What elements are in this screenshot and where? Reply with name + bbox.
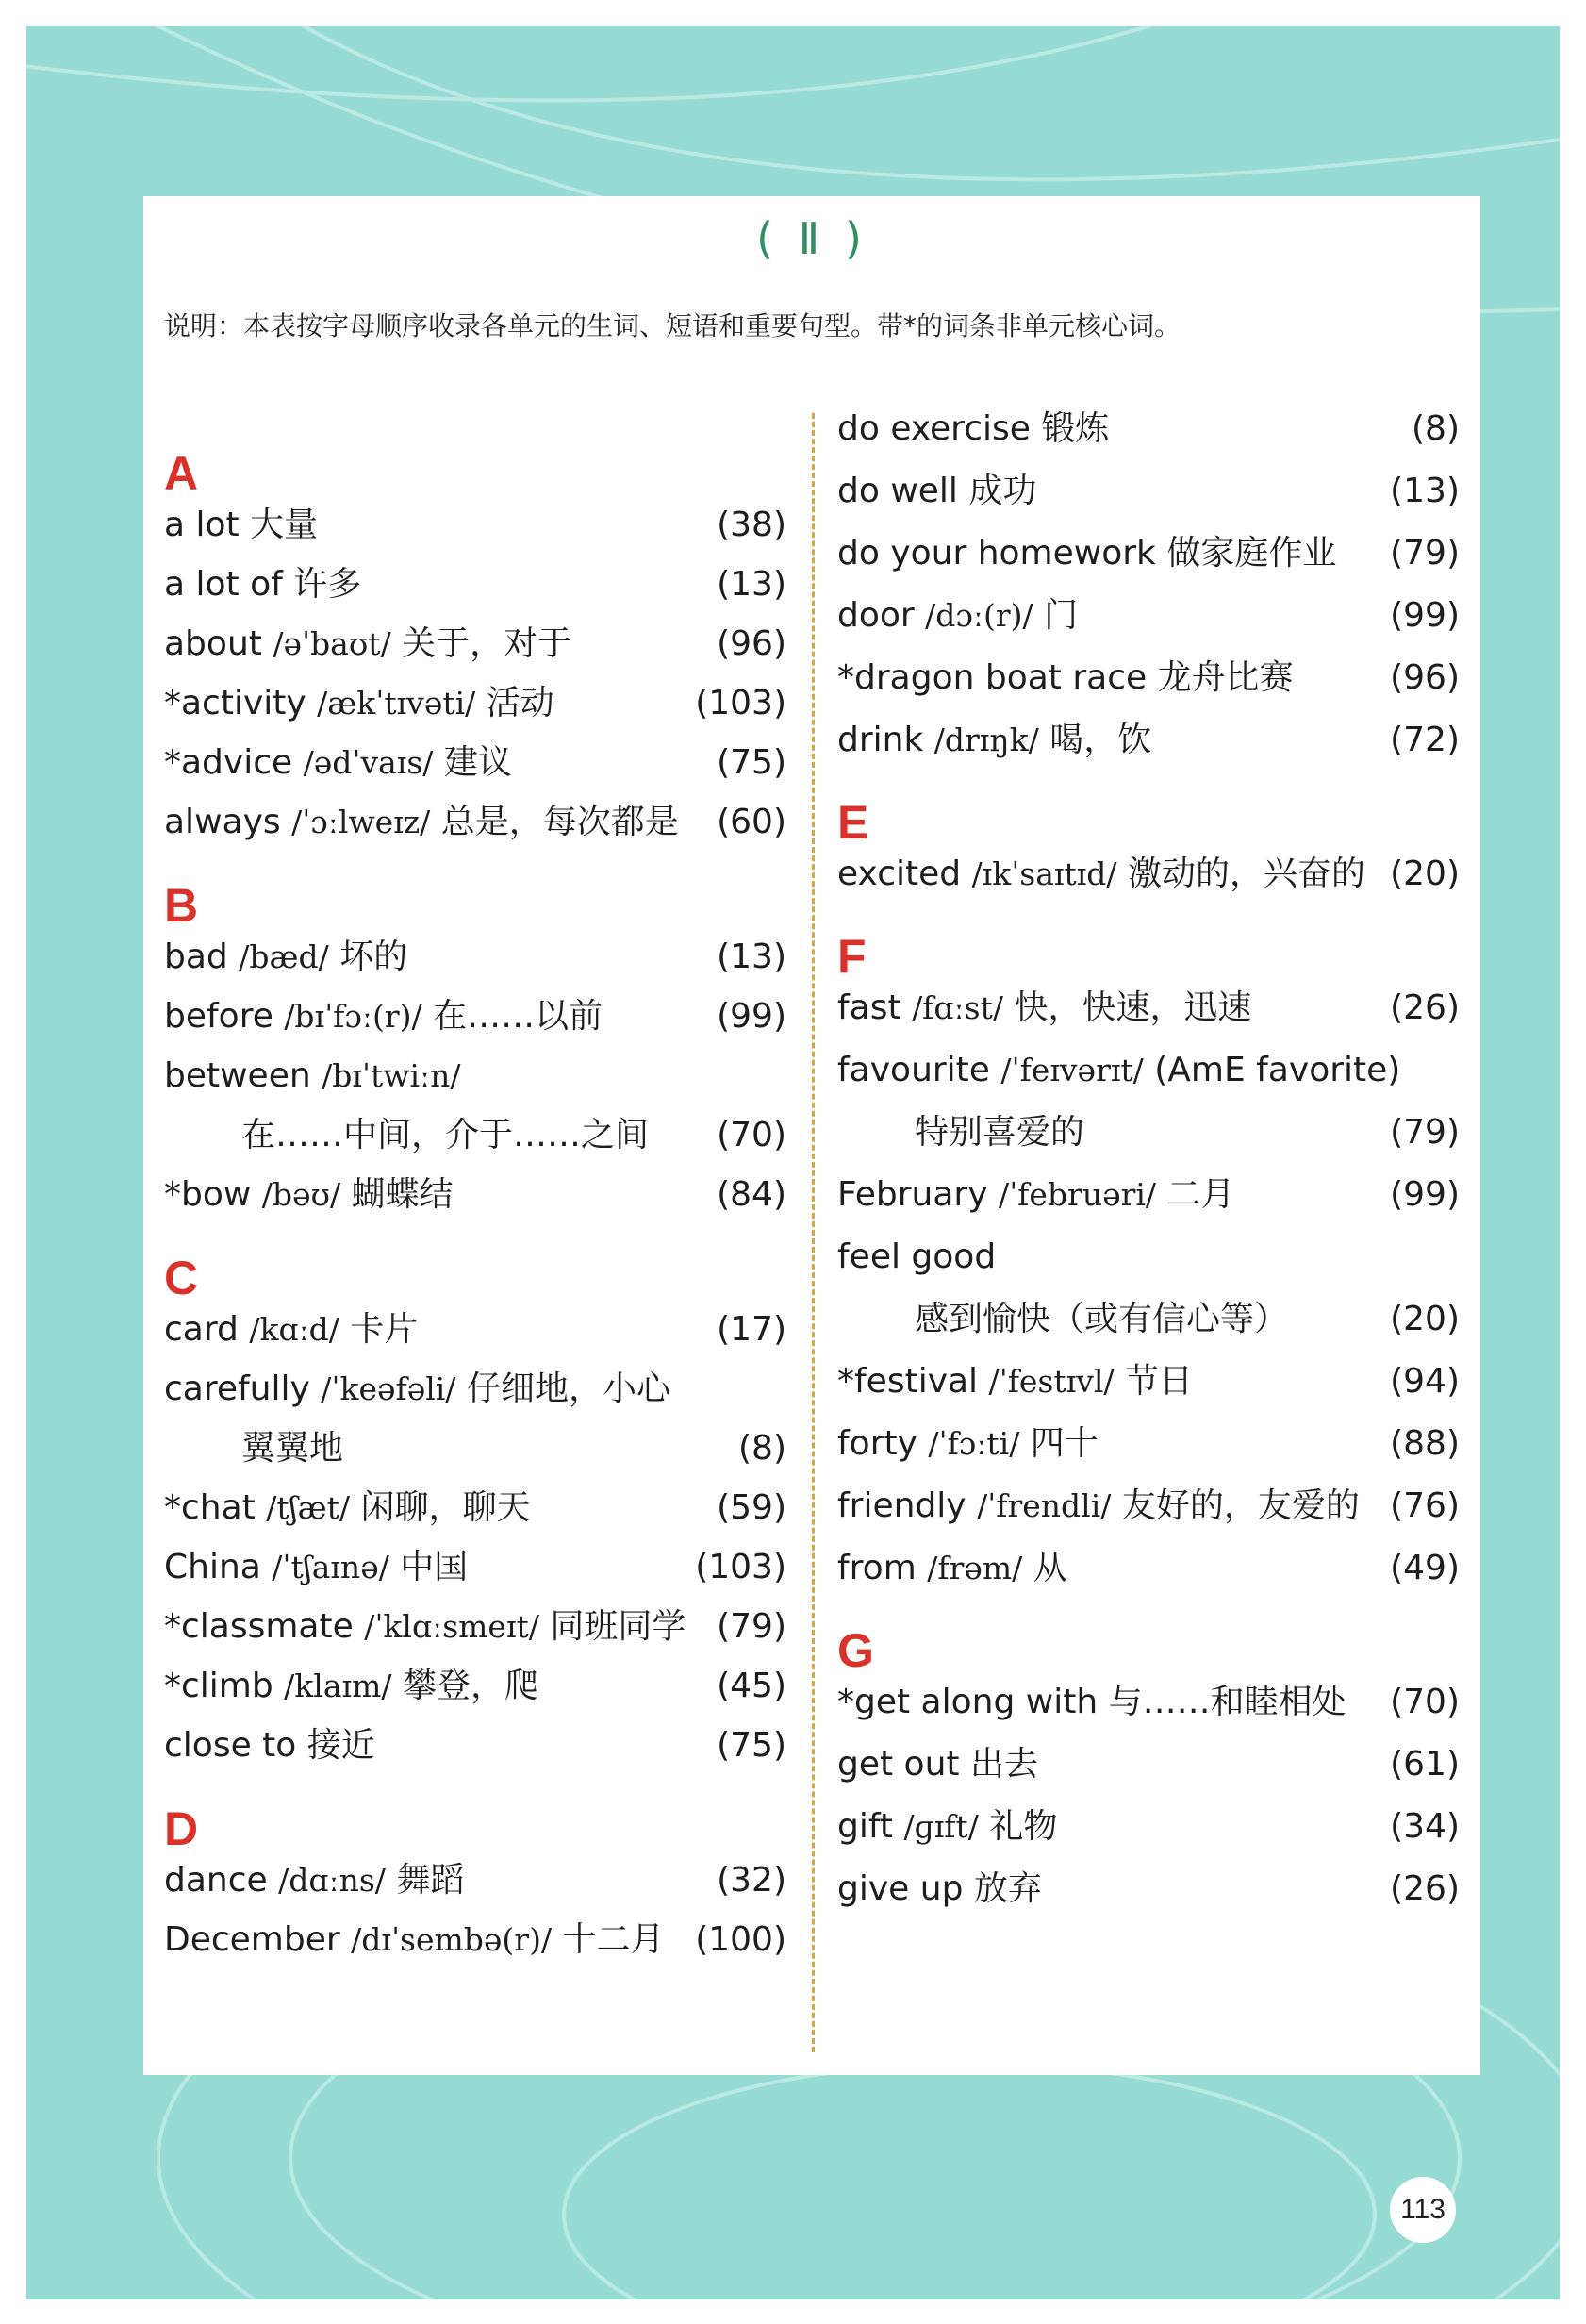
entry-text bbox=[164, 802, 679, 842]
section-letter-g: G bbox=[837, 1624, 874, 1677]
section-letter-b: B bbox=[164, 879, 199, 932]
section-letter-c: C bbox=[164, 1252, 199, 1304]
entry-page-ref: (79) bbox=[1390, 534, 1460, 573]
entry-page-ref: (79) bbox=[1390, 1113, 1460, 1152]
vocab-entry bbox=[164, 1487, 786, 1547]
entry-headword: card bbox=[164, 1310, 239, 1349]
vocab-entry bbox=[164, 683, 786, 742]
vocab-entry bbox=[164, 1547, 786, 1606]
entry-phonetic: /kɑːd/ bbox=[249, 1311, 339, 1348]
entry-text bbox=[837, 471, 1036, 511]
entry-page-ref: (32) bbox=[717, 1861, 786, 1900]
entry-headword: *climb bbox=[164, 1667, 273, 1705]
entry-headword: from bbox=[837, 1549, 917, 1587]
vocab-entry bbox=[837, 1299, 1460, 1361]
entry-meaning: 活动 bbox=[486, 684, 554, 722]
entry-headword: gift bbox=[837, 1807, 894, 1846]
entry-headword: before bbox=[164, 997, 273, 1036]
entry-page-ref: (45) bbox=[717, 1667, 786, 1705]
entry-text bbox=[837, 533, 1336, 573]
entry-headword: between bbox=[164, 1056, 311, 1095]
entry-phonetic: /ˈtʃaɪnə/ bbox=[272, 1549, 389, 1585]
entry-headword: about bbox=[164, 624, 262, 663]
entry-text bbox=[837, 1361, 1193, 1402]
entry-text bbox=[837, 408, 1109, 449]
entry-text bbox=[837, 854, 1365, 894]
entry-headword: fast bbox=[837, 988, 901, 1027]
entry-page-ref: (38) bbox=[717, 506, 786, 544]
page-background bbox=[26, 26, 1560, 2299]
entry-text bbox=[164, 1487, 530, 1528]
entry-page-ref: (96) bbox=[717, 624, 786, 663]
entry-page-ref: (49) bbox=[1390, 1549, 1460, 1587]
entry-page-ref: (61) bbox=[1390, 1745, 1460, 1784]
entry-phonetic: /ˈfestɪvl/ bbox=[988, 1363, 1115, 1400]
entry-text bbox=[837, 1050, 1400, 1090]
entry-meaning: 同班同学 bbox=[550, 1607, 686, 1646]
entry-meaning: 蝴蝶结 bbox=[351, 1175, 454, 1214]
entry-page-ref: (103) bbox=[695, 1548, 786, 1586]
entry-text bbox=[837, 1806, 1057, 1847]
vocab-entry bbox=[837, 408, 1460, 471]
entry-page-ref: (84) bbox=[717, 1175, 786, 1214]
entry-phonetic: /bɪˈfɔː(r)/ bbox=[284, 998, 422, 1035]
entry-page-ref: (26) bbox=[1390, 1869, 1460, 1908]
entry-headword: dance bbox=[164, 1861, 268, 1900]
left-column bbox=[164, 408, 786, 1979]
entry-text bbox=[164, 742, 512, 783]
vocab-entry bbox=[164, 505, 786, 564]
entry-meaning: 节日 bbox=[1124, 1362, 1193, 1401]
vocab-entry bbox=[164, 802, 786, 861]
entry-headword: friendly bbox=[837, 1486, 966, 1525]
entry-page-ref: (94) bbox=[1390, 1362, 1460, 1401]
entry-meaning: 门 bbox=[1044, 596, 1079, 635]
vocab-entry bbox=[164, 1919, 786, 1979]
entry-phonetic: /ˈfeɪvərɪt/ bbox=[1000, 1052, 1144, 1088]
entry-headword: a lot of 许多 bbox=[164, 565, 362, 604]
entry-headword: do exercise 锻炼 bbox=[837, 409, 1110, 448]
entry-phonetic: /ˈɔːlweɪz/ bbox=[291, 804, 431, 840]
entry-headword: do your homework 做家庭作业 bbox=[837, 534, 1337, 573]
vocab-entry bbox=[837, 471, 1460, 533]
entry-meaning: 激动的，兴奋的 bbox=[1127, 855, 1365, 893]
vocab-entry bbox=[837, 595, 1460, 657]
entry-headword: February bbox=[837, 1175, 988, 1214]
entry-headword: excited bbox=[837, 855, 962, 893]
entry-page-ref: (88) bbox=[1390, 1424, 1460, 1463]
vocab-entry bbox=[837, 1806, 1460, 1868]
vocab-entry bbox=[837, 1112, 1460, 1174]
entry-phonetic: /ækˈtɪvəti/ bbox=[317, 685, 476, 722]
entry-meaning: 关于，对于 bbox=[402, 624, 572, 663]
entry-text bbox=[837, 720, 1151, 760]
entry-text bbox=[837, 595, 1078, 636]
entry-text bbox=[164, 1369, 670, 1409]
entry-phonetic: /ˈkeəfəli/ bbox=[321, 1370, 456, 1407]
vocab-entry bbox=[164, 742, 786, 802]
entry-text bbox=[915, 1299, 1288, 1339]
entry-text bbox=[837, 1868, 1042, 1909]
entry-page-ref: (20) bbox=[1390, 855, 1460, 893]
vocab-entry bbox=[164, 1369, 786, 1428]
entry-text bbox=[164, 1725, 375, 1766]
entry-text bbox=[164, 1606, 686, 1647]
vocab-entry bbox=[164, 1606, 786, 1666]
entry-meaning: 十二月 bbox=[562, 1920, 665, 1959]
entry-page-ref: (75) bbox=[717, 1726, 786, 1765]
entry-page-ref: (8) bbox=[1412, 409, 1460, 448]
entry-text bbox=[241, 1428, 343, 1469]
entry-text bbox=[164, 1666, 538, 1706]
entry-headword: drink bbox=[837, 721, 924, 759]
vocab-entry bbox=[164, 623, 786, 683]
entry-page-ref: (100) bbox=[695, 1920, 786, 1959]
entry-headword: *festival bbox=[837, 1362, 979, 1401]
entry-text bbox=[837, 1486, 1360, 1526]
entry-text bbox=[241, 1115, 649, 1155]
entry-text bbox=[164, 937, 407, 977]
entry-page-ref: (99) bbox=[717, 997, 786, 1036]
entry-meaning: 舞蹈 bbox=[396, 1861, 465, 1900]
entry-meaning: 仔细地，小心 bbox=[466, 1370, 670, 1408]
entry-text bbox=[837, 657, 1294, 698]
entry-meaning: 闲聊，聊天 bbox=[360, 1488, 531, 1527]
entry-text bbox=[837, 1548, 1067, 1588]
entry-page-ref: (96) bbox=[1390, 658, 1460, 697]
entry-phonetic: /dɑːns/ bbox=[278, 1862, 386, 1899]
entry-phonetic: /fɑːst/ bbox=[912, 989, 1003, 1026]
vocab-entry bbox=[164, 1115, 786, 1174]
entry-headword: December bbox=[164, 1920, 340, 1959]
entry-headword: bad bbox=[164, 938, 228, 976]
column-divider bbox=[812, 413, 815, 2052]
entry-text bbox=[164, 1309, 418, 1350]
vocab-entry bbox=[164, 1860, 786, 1919]
entry-headword: *activity bbox=[164, 684, 306, 722]
entry-page-ref: (8) bbox=[738, 1429, 786, 1468]
entry-text bbox=[164, 1547, 468, 1587]
entry-text bbox=[837, 1682, 1346, 1722]
entry-headword: get out 出去 bbox=[837, 1745, 1038, 1784]
entry-meaning: 四十 bbox=[1030, 1424, 1099, 1463]
vocab-entry bbox=[837, 720, 1460, 782]
entry-text bbox=[837, 1744, 1038, 1784]
vocab-entry bbox=[837, 1423, 1460, 1486]
entry-page-ref: (13) bbox=[717, 565, 786, 604]
vocab-entry bbox=[164, 1666, 786, 1725]
entry-meaning: 喝，饮 bbox=[1049, 721, 1152, 759]
entry-page-ref: (103) bbox=[695, 684, 786, 722]
entry-headword: *dragon boat race 龙舟比赛 bbox=[837, 658, 1294, 697]
vocab-entry bbox=[837, 1486, 1460, 1548]
entry-text bbox=[164, 1174, 454, 1215]
vocabulary-panel bbox=[143, 196, 1480, 2075]
vocab-entry bbox=[164, 1309, 786, 1369]
section-letter-e: E bbox=[837, 796, 869, 849]
entry-headword: China bbox=[164, 1548, 261, 1586]
entry-page-ref: (17) bbox=[717, 1310, 786, 1349]
entry-page-ref: (79) bbox=[717, 1607, 786, 1646]
entry-phonetic: /bæd/ bbox=[239, 938, 329, 975]
entry-meaning: (AmE favorite) bbox=[1154, 1051, 1401, 1089]
entry-meaning: 卡片 bbox=[350, 1310, 419, 1349]
entry-phonetic: /ɡɪft/ bbox=[903, 1808, 979, 1845]
page-number: 113 bbox=[1390, 2177, 1456, 2243]
entry-page-ref: (59) bbox=[717, 1488, 786, 1527]
vocab-entry bbox=[164, 1725, 786, 1784]
entry-text bbox=[164, 683, 554, 723]
entry-page-ref: (34) bbox=[1390, 1807, 1460, 1846]
vocab-entry bbox=[837, 988, 1460, 1050]
entry-phonetic: /əˈbaʊt/ bbox=[273, 625, 391, 662]
vocab-entry bbox=[837, 657, 1460, 720]
entry-headword: door bbox=[837, 596, 915, 635]
entry-text bbox=[837, 1423, 1099, 1464]
section-letter-f: F bbox=[837, 930, 867, 983]
entry-phonetic: /bəʊ/ bbox=[261, 1176, 341, 1213]
entry-text bbox=[837, 988, 1251, 1028]
entry-headword: close to 接近 bbox=[164, 1726, 375, 1765]
entry-meaning: 在……以前 bbox=[433, 997, 603, 1036]
entry-page-ref: (99) bbox=[1390, 596, 1460, 635]
entry-headword: *chat bbox=[164, 1488, 256, 1527]
vocab-entry bbox=[164, 564, 786, 623]
entry-phonetic: /ˈfrendli/ bbox=[977, 1487, 1112, 1524]
vocab-entry bbox=[164, 996, 786, 1055]
vocab-entry bbox=[837, 1050, 1460, 1112]
entry-phonetic: /ədˈvaɪs/ bbox=[303, 744, 434, 781]
entry-headword: give up 放弃 bbox=[837, 1869, 1042, 1908]
entry-page-ref: (70) bbox=[717, 1116, 786, 1154]
entry-text bbox=[164, 996, 603, 1037]
vocab-entry bbox=[837, 1744, 1460, 1806]
entry-text bbox=[164, 1055, 461, 1096]
entry-text bbox=[164, 1919, 665, 1960]
entry-meaning: 二月 bbox=[1166, 1175, 1235, 1214]
entry-headword: a lot 大量 bbox=[164, 506, 319, 544]
entry-text bbox=[837, 1237, 996, 1277]
entry-continuation: 感到愉快（或有信心等） bbox=[915, 1300, 1289, 1338]
vocab-entry bbox=[837, 854, 1460, 916]
section-title: ( Ⅱ ) bbox=[756, 213, 867, 264]
entry-text bbox=[164, 505, 318, 545]
entry-page-ref: (26) bbox=[1390, 988, 1460, 1027]
entry-headword: forty bbox=[837, 1424, 917, 1463]
entry-text bbox=[915, 1112, 1084, 1153]
entry-page-ref: (76) bbox=[1390, 1486, 1460, 1525]
entry-text bbox=[164, 623, 571, 664]
entry-phonetic: /dɪˈsembə(r)/ bbox=[351, 1921, 553, 1958]
entry-meaning: 中国 bbox=[400, 1548, 469, 1586]
section-letter-a: A bbox=[164, 447, 199, 500]
entry-phonetic: /tʃæt/ bbox=[266, 1489, 350, 1526]
vocab-entry bbox=[164, 1174, 786, 1234]
entry-page-ref: (75) bbox=[717, 743, 786, 782]
vocab-entry bbox=[164, 1055, 786, 1115]
vocab-entry bbox=[837, 1548, 1460, 1610]
entry-headword: *advice bbox=[164, 743, 293, 782]
entry-headword: always bbox=[164, 803, 281, 841]
entry-meaning: 攀登，爬 bbox=[402, 1667, 538, 1705]
entry-page-ref: (70) bbox=[1390, 1683, 1460, 1721]
entry-phonetic: /ɪkˈsaɪtɪd/ bbox=[971, 855, 1117, 892]
entry-meaning: 总是，每次都是 bbox=[440, 803, 679, 841]
entry-continuation: 在……中间，介于……之间 bbox=[241, 1116, 650, 1154]
entry-meaning: 从 bbox=[1033, 1549, 1067, 1587]
entry-page-ref: (99) bbox=[1390, 1175, 1460, 1214]
entry-page-ref: (72) bbox=[1390, 721, 1460, 759]
entry-meaning: 坏的 bbox=[339, 938, 408, 976]
entry-headword: do well 成功 bbox=[837, 472, 1037, 510]
vocab-entry bbox=[837, 1361, 1460, 1423]
vocab-entry bbox=[837, 1682, 1460, 1744]
entry-continuation: 特别喜爱的 bbox=[915, 1113, 1085, 1152]
entry-headword: *bow bbox=[164, 1175, 252, 1214]
section-letter-d: D bbox=[164, 1802, 199, 1855]
entry-page-ref: (13) bbox=[717, 938, 786, 976]
entry-headword: *classmate bbox=[164, 1607, 354, 1646]
entry-phonetic: /ˈfebruəri/ bbox=[998, 1176, 1157, 1213]
entry-phonetic: /ˈklɑːsmeɪt/ bbox=[364, 1608, 539, 1645]
entry-meaning: 建议 bbox=[443, 743, 512, 782]
explanation-note: 说明：本表按字母顺序收录各单元的生词、短语和重要句型。带*的词条非单元核心词。 bbox=[164, 310, 1181, 341]
entry-page-ref: (13) bbox=[1390, 472, 1460, 510]
entry-headword: carefully bbox=[164, 1370, 310, 1408]
entry-meaning: 礼物 bbox=[989, 1807, 1058, 1846]
vocab-entry bbox=[837, 533, 1460, 595]
vocab-entry bbox=[837, 1237, 1460, 1299]
vocab-entry bbox=[164, 937, 786, 996]
vocab-entry bbox=[837, 1174, 1460, 1237]
entry-phonetic: /bɪˈtwiːn/ bbox=[322, 1057, 461, 1094]
entry-headword: *get along with 与……和睦相处 bbox=[837, 1683, 1346, 1721]
right-column bbox=[837, 408, 1460, 1931]
entry-phonetic: /klaɪm/ bbox=[284, 1668, 392, 1704]
entry-headword: feel good bbox=[837, 1237, 997, 1276]
entry-page-ref: (20) bbox=[1390, 1300, 1460, 1338]
entry-phonetic: /drɪŋk/ bbox=[933, 722, 1039, 758]
entry-phonetic: /frəm/ bbox=[927, 1550, 1023, 1586]
entry-text bbox=[837, 1174, 1235, 1215]
entry-headword: favourite bbox=[837, 1051, 990, 1089]
vocab-entry bbox=[837, 1868, 1460, 1931]
entry-meaning: 友好的，友爱的 bbox=[1121, 1486, 1360, 1525]
vocab-entry bbox=[164, 1428, 786, 1487]
entry-page-ref: (60) bbox=[717, 803, 786, 841]
entry-phonetic: /dɔː(r)/ bbox=[925, 597, 1033, 634]
entry-continuation: 翼翼地 bbox=[241, 1429, 344, 1468]
entry-text bbox=[164, 1860, 464, 1901]
entry-text bbox=[164, 564, 361, 605]
entry-meaning: 快，快速，迅速 bbox=[1014, 988, 1252, 1027]
entry-phonetic: /ˈfɔːti/ bbox=[928, 1425, 1020, 1462]
